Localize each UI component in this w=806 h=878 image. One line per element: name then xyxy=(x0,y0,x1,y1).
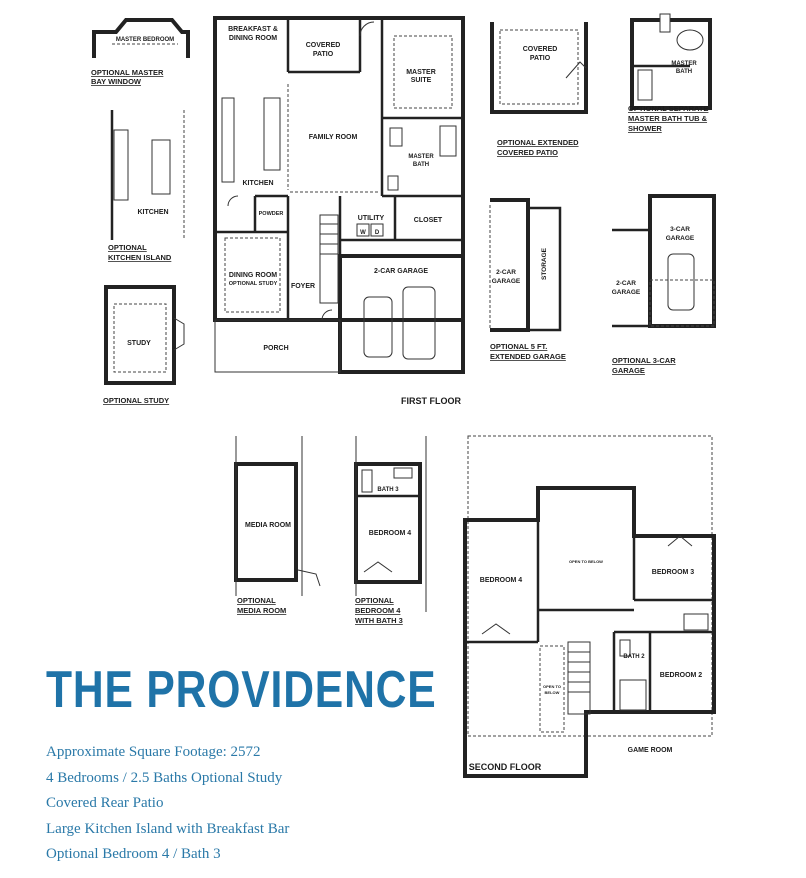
option-study xyxy=(106,287,184,383)
label-bay-2: BAY WINDOW xyxy=(91,77,142,86)
label-bed4-3: WITH BATH 3 xyxy=(355,616,403,625)
label-kitchen: KITCHEN xyxy=(242,180,274,187)
label-bed4-bath: BATH 3 xyxy=(377,487,399,493)
label-bedroom2: BEDROOM 2 xyxy=(659,672,703,679)
feature-square-footage: Approximate Square Footage: 2572 xyxy=(46,744,261,760)
label-breakfast-1: BREAKFAST & xyxy=(228,26,278,33)
label-three-car-room-1: 3-CAR xyxy=(670,226,690,233)
label-open-below-2a: OPEN TO xyxy=(543,684,561,689)
label-tub-room-1: MASTER xyxy=(671,61,697,67)
label-island-room: KITCHEN xyxy=(137,209,169,216)
label-media-1: OPTIONAL xyxy=(237,596,276,605)
label-ext-patio-room-2: PATIO xyxy=(529,55,551,62)
option-media-room xyxy=(236,436,320,596)
label-washer: W xyxy=(360,230,366,236)
label-three-car-two-1: 2-CAR xyxy=(616,280,636,287)
label-ext-garage-2: EXTENDED GARAGE xyxy=(490,352,566,361)
label-ext-garage-1: OPTIONAL 5 FT. xyxy=(490,342,548,351)
feature-covered-patio: Covered Rear Patio xyxy=(46,795,164,811)
label-island-1: OPTIONAL xyxy=(108,243,147,252)
label-ext-patio-1: OPTIONAL EXTENDED xyxy=(497,138,579,147)
label-bedroom3: BEDROOM 3 xyxy=(651,569,695,576)
label-ext-patio-room-1: COVERED xyxy=(522,46,558,53)
label-island-2: KITCHEN ISLAND xyxy=(108,253,172,262)
label-bed4-1: OPTIONAL xyxy=(355,596,394,605)
label-covered-patio-2: PATIO xyxy=(312,51,334,58)
label-master-suite-1: MASTER xyxy=(406,69,436,76)
label-bedroom4: BEDROOM 4 xyxy=(479,577,523,584)
label-ext-garage-room-1: 2-CAR xyxy=(496,269,516,276)
label-tub-2: MASTER BATH TUB & xyxy=(628,114,708,123)
label-three-car-2: GARAGE xyxy=(612,366,645,375)
label-closet: CLOSET xyxy=(413,217,443,224)
option-three-car-garage xyxy=(612,196,714,326)
label-tub-room-2: BATH xyxy=(675,69,693,75)
label-bath2: BATH 2 xyxy=(623,654,645,660)
label-ext-garage-storage: STORAGE xyxy=(541,247,548,281)
label-tub-3: SHOWER xyxy=(628,124,662,133)
label-foyer: FOYER xyxy=(290,283,316,290)
label-family-room: FAMILY ROOM xyxy=(308,134,358,141)
label-tub-1: OPTIONAL SEPARATE xyxy=(628,104,709,113)
option-kitchen-island xyxy=(112,110,184,240)
plan-title: THE PROVIDENCE xyxy=(46,661,437,719)
label-open-below: OPEN TO BELOW xyxy=(569,559,603,564)
second-floor-caption: SECOND FLOOR xyxy=(468,762,542,772)
label-garage: 2-CAR GARAGE xyxy=(373,268,429,275)
label-media-room: MEDIA ROOM xyxy=(244,522,292,529)
label-dryer: D xyxy=(374,230,380,236)
option-extended-garage xyxy=(490,200,560,330)
label-master-bath-2: BATH xyxy=(412,162,430,168)
feature-kitchen-island: Large Kitchen Island with Breakfast Bar xyxy=(46,820,290,837)
label-study-1: OPTIONAL STUDY xyxy=(103,396,170,405)
feature-bedrooms-baths: 4 Bedrooms / 2.5 Baths Optional Study xyxy=(46,769,283,786)
second-floor-plan xyxy=(465,436,714,776)
label-covered-patio-1: COVERED xyxy=(305,42,341,49)
feature-optional-bedroom: Optional Bedroom 4 / Bath 3 xyxy=(46,846,221,862)
label-bay-room: MASTER BEDROOM xyxy=(115,37,175,43)
label-three-car-room-2: GARAGE xyxy=(665,235,695,242)
label-media-2: MEDIA ROOM xyxy=(237,606,287,615)
feature-list xyxy=(46,740,289,868)
label-master-suite-2: SUITE xyxy=(410,77,432,84)
option-bedroom4-bath3 xyxy=(356,436,426,612)
label-ext-patio-2: COVERED PATIO xyxy=(497,148,558,157)
label-bed4-2: BEDROOM 4 xyxy=(355,606,401,615)
label-bed4-room: BEDROOM 4 xyxy=(368,530,412,537)
label-bay-1: OPTIONAL MASTER xyxy=(91,68,164,77)
label-dining-1: DINING ROOM xyxy=(228,272,278,279)
label-open-below-2b: BELOW xyxy=(544,690,560,695)
label-breakfast-2: DINING ROOM xyxy=(228,35,278,42)
label-three-car-two-2: GARAGE xyxy=(611,289,641,296)
label-utility: UTILITY xyxy=(357,215,385,222)
label-study-room: STUDY xyxy=(127,340,151,347)
label-three-car-1: OPTIONAL 3-CAR xyxy=(612,356,676,365)
option-extended-covered-patio xyxy=(492,22,586,112)
first-floor-caption: FIRST FLOOR xyxy=(401,396,461,406)
label-game-room: GAME ROOM xyxy=(627,747,673,754)
label-porch: PORCH xyxy=(263,345,289,352)
label-ext-garage-room-2: GARAGE xyxy=(491,278,521,285)
label-master-bath-1: MASTER xyxy=(408,154,434,160)
label-powder: POWDER xyxy=(258,211,284,217)
first-floor-labels xyxy=(228,26,461,406)
label-dining-2: OPTIONAL STUDY xyxy=(228,281,278,287)
